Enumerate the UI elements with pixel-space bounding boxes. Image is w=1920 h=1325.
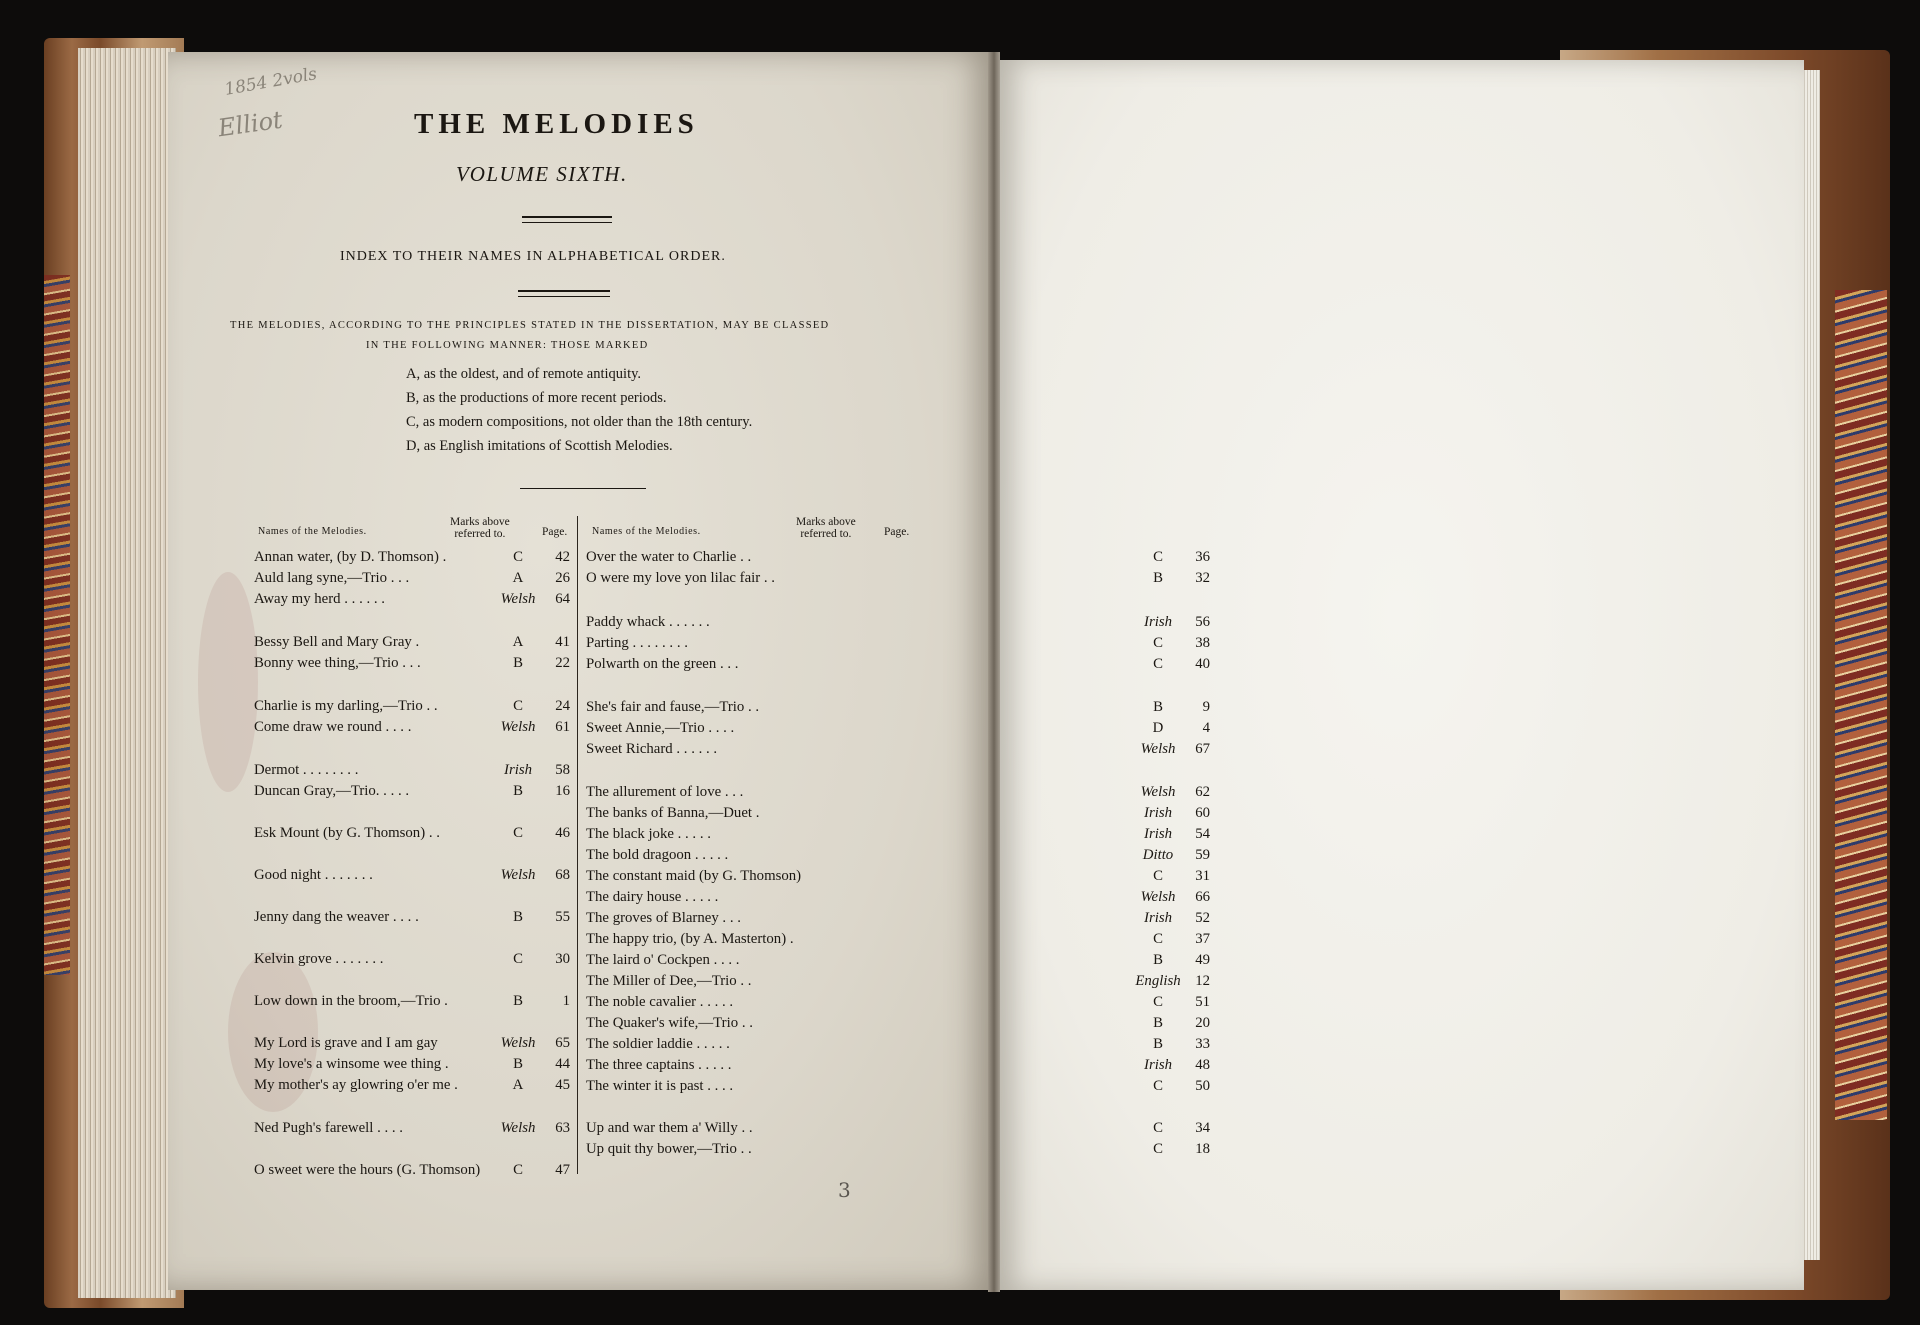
melody-name: Dermot . . . . . . . . bbox=[254, 762, 359, 778]
melody-page: 22 bbox=[555, 655, 570, 671]
melody-name: The banks of Banna,—Duet . bbox=[586, 805, 760, 821]
melody-page: 1 bbox=[562, 993, 570, 1009]
melody-name: The Quaker's wife,—Trio . . bbox=[586, 1015, 753, 1031]
melody-name: The dairy house . . . . . bbox=[586, 889, 719, 905]
melody-name: Duncan Gray,—Trio. . . . . bbox=[254, 783, 410, 799]
melody-name: Bessy Bell and Mary Gray . bbox=[254, 634, 420, 650]
melody-page: 48 bbox=[1195, 1057, 1210, 1073]
melody-name: The groves of Blarney . . . bbox=[586, 910, 741, 926]
pencil-note-1: 1854 2vols bbox=[222, 64, 319, 100]
melody-mark: C bbox=[513, 951, 523, 967]
melody-mark: English bbox=[1135, 973, 1181, 989]
melody-mark: C bbox=[513, 1162, 523, 1178]
melody-mark: B bbox=[513, 909, 523, 925]
melody-page: 59 bbox=[1195, 847, 1210, 863]
intro-line-1: THE MELODIES, ACCORDING TO THE PRINCIPLES STATED IN THE DISSERTATION, MAY BE CLASSED bbox=[230, 320, 830, 331]
marks-header-line2: referred to. bbox=[800, 528, 852, 540]
double-rule bbox=[518, 290, 610, 292]
melody-page: 46 bbox=[555, 825, 570, 841]
melody-mark: B bbox=[513, 783, 523, 799]
col-header-names-left: Names of the Melodies. bbox=[258, 526, 367, 537]
melody-page: 31 bbox=[1195, 868, 1210, 884]
melody-mark: B bbox=[1153, 1036, 1163, 1052]
double-rule bbox=[522, 222, 612, 223]
melody-mark: C bbox=[1153, 994, 1163, 1010]
melody-name: O sweet were the hours (G. Thomson) bbox=[254, 1162, 481, 1178]
melody-name: Polwarth on the green . . . bbox=[586, 656, 739, 672]
marks-header-line1: Marks above bbox=[796, 516, 856, 528]
index-page bbox=[168, 52, 1210, 1290]
pencil-note-2: Elliot bbox=[216, 105, 285, 143]
melody-mark: Welsh bbox=[1140, 741, 1176, 757]
melody-name: Sweet Richard . . . . . . bbox=[586, 741, 718, 757]
melody-name: Good night . . . . . . . bbox=[254, 867, 373, 883]
melody-name: Over the water to Charlie . . bbox=[586, 549, 752, 565]
melody-page: 67 bbox=[1195, 741, 1210, 757]
melody-name: The soldier laddie . . . . . bbox=[586, 1036, 730, 1052]
melody-mark: B bbox=[513, 655, 523, 671]
pencil-folio: 3 bbox=[838, 1178, 851, 1202]
melody-page: 65 bbox=[555, 1035, 570, 1051]
col-header-names-right: Names of the Melodies. bbox=[592, 526, 701, 537]
melody-page: 44 bbox=[555, 1056, 570, 1072]
marks-header-line1: Marks above bbox=[450, 516, 510, 528]
melody-mark: C bbox=[513, 825, 523, 841]
melody-mark: Irish bbox=[1144, 614, 1172, 630]
melody-mark: A bbox=[512, 570, 524, 586]
melody-name: The noble cavalier . . . . . bbox=[586, 994, 734, 1010]
col-header-marks-right bbox=[796, 516, 856, 540]
melody-page: 9 bbox=[1202, 699, 1210, 715]
melody-page: 51 bbox=[1195, 994, 1210, 1010]
melody-page: 64 bbox=[555, 591, 570, 607]
melody-page: 37 bbox=[1195, 931, 1210, 947]
melody-mark: B bbox=[1153, 952, 1163, 968]
index-heading: INDEX TO THEIR NAMES IN ALPHABETICAL ORDER. bbox=[340, 249, 726, 264]
melody-mark: B bbox=[1153, 570, 1163, 586]
melody-page: 16 bbox=[555, 783, 570, 799]
melody-page: 47 bbox=[555, 1162, 570, 1178]
melody-page: 50 bbox=[1195, 1078, 1210, 1094]
col-header-page-right: Page. bbox=[884, 526, 910, 538]
melody-mark: C bbox=[1153, 1141, 1163, 1157]
melody-mark: B bbox=[1153, 1015, 1163, 1031]
melody-page: 45 bbox=[555, 1077, 570, 1093]
melody-name: My love's a winsome wee thing . bbox=[254, 1056, 449, 1072]
melody-page: 66 bbox=[1195, 889, 1210, 905]
melody-mark: C bbox=[513, 698, 523, 714]
melody-page: 38 bbox=[1195, 635, 1210, 651]
melody-page: 24 bbox=[555, 698, 570, 714]
melody-name: The three captains . . . . . bbox=[586, 1057, 732, 1073]
intro-line-2: IN THE FOLLOWING MANNER: THOSE MARKED bbox=[366, 340, 649, 351]
melody-name: Jenny dang the weaver . . . . bbox=[254, 909, 419, 925]
melody-name: The allurement of love . . . bbox=[586, 784, 744, 800]
melody-name: The happy trio, (by A. Masterton) . bbox=[586, 931, 794, 947]
melody-name: She's fair and fause,—Trio . . bbox=[586, 699, 760, 715]
melody-mark: C bbox=[1153, 931, 1163, 947]
melody-name: My mother's ay glowring o'er me . bbox=[254, 1077, 458, 1093]
melody-mark: Irish bbox=[1144, 910, 1172, 926]
melody-page: 62 bbox=[1195, 784, 1210, 800]
melody-mark: Welsh bbox=[500, 1120, 536, 1136]
melody-page: 41 bbox=[555, 634, 570, 650]
melody-mark: Welsh bbox=[1140, 889, 1176, 905]
col-header-page-left: Page. bbox=[542, 526, 568, 538]
double-rule bbox=[518, 296, 610, 297]
melody-mark: Irish bbox=[504, 762, 532, 778]
melody-mark: Ditto bbox=[1142, 847, 1174, 863]
column-divider bbox=[577, 516, 578, 1174]
melody-name: Sweet Annie,—Trio . . . . bbox=[586, 720, 735, 736]
melody-mark: Welsh bbox=[500, 591, 536, 607]
melody-page: 58 bbox=[555, 762, 570, 778]
melody-page: 61 bbox=[555, 719, 570, 735]
mark-definition-d: D, as English imitations of Scottish Melodies. bbox=[406, 438, 673, 454]
melody-page: 63 bbox=[555, 1120, 570, 1136]
melody-name: Auld lang syne,—Trio . . . bbox=[254, 570, 410, 586]
melody-mark: C bbox=[1153, 868, 1163, 884]
melody-page: 55 bbox=[555, 909, 570, 925]
melody-name: O were my love yon lilac fair . . bbox=[586, 570, 776, 586]
melody-name: Come draw we round . . . . bbox=[254, 719, 412, 735]
melody-page: 42 bbox=[555, 549, 570, 565]
melody-name: Esk Mount (by G. Thomson) . . bbox=[254, 825, 440, 841]
melody-page: 30 bbox=[555, 951, 570, 967]
foxing-stain bbox=[198, 572, 258, 792]
melody-name: Charlie is my darling,—Trio . . bbox=[254, 698, 438, 714]
melody-name: Annan water, (by D. Thomson) . bbox=[254, 549, 447, 565]
melody-name: Kelvin grove . . . . . . . bbox=[254, 951, 384, 967]
melody-name: Bonny wee thing,—Trio . . . bbox=[254, 655, 421, 671]
melody-page: 18 bbox=[1195, 1141, 1210, 1157]
melody-name: The bold dragoon . . . . . bbox=[586, 847, 729, 863]
melody-page: 60 bbox=[1195, 805, 1210, 821]
melody-mark: A bbox=[512, 1077, 524, 1093]
melody-mark: D bbox=[1152, 720, 1164, 736]
melody-mark: Irish bbox=[1144, 1057, 1172, 1073]
melody-page: 68 bbox=[555, 867, 570, 883]
melody-page: 20 bbox=[1195, 1015, 1210, 1031]
melody-mark: B bbox=[513, 993, 523, 1009]
section-rule bbox=[520, 488, 646, 489]
melody-name: Ned Pugh's farewell . . . . bbox=[254, 1120, 403, 1136]
melody-page: 26 bbox=[555, 570, 570, 586]
marks-header-line2: referred to. bbox=[454, 528, 506, 540]
marbled-edge-left bbox=[44, 275, 70, 975]
melody-mark: C bbox=[513, 549, 523, 565]
melody-page: 4 bbox=[1202, 720, 1210, 736]
page-block-left bbox=[78, 48, 176, 1298]
melody-mark: Welsh bbox=[1140, 784, 1176, 800]
melody-name: The constant maid (by G. Thomson) bbox=[586, 868, 802, 884]
melody-name: The black joke . . . . . bbox=[586, 826, 711, 842]
melody-mark: Welsh bbox=[500, 1035, 536, 1051]
melody-page: 52 bbox=[1195, 910, 1210, 926]
melody-mark: B bbox=[1153, 699, 1163, 715]
mark-definition-c: C, as modern compositions, not older than the 18th century. bbox=[406, 414, 753, 430]
melody-name: Up and war them a' Willy . . bbox=[586, 1120, 753, 1136]
marbled-edge-right bbox=[1835, 290, 1887, 1120]
double-rule bbox=[522, 216, 612, 218]
melody-mark: B bbox=[513, 1056, 523, 1072]
melody-mark: A bbox=[512, 634, 524, 650]
melody-name: Low down in the broom,—Trio . bbox=[254, 993, 448, 1009]
melody-page: 56 bbox=[1195, 614, 1210, 630]
melody-page: 12 bbox=[1195, 973, 1210, 989]
melody-mark: Welsh bbox=[500, 867, 536, 883]
mark-definition-b: B, as the productions of more recent periods. bbox=[406, 390, 667, 406]
melody-page: 40 bbox=[1195, 656, 1210, 672]
melody-page: 54 bbox=[1195, 826, 1210, 842]
melody-name: Up quit thy bower,—Trio . . bbox=[586, 1141, 752, 1157]
melody-page: 33 bbox=[1195, 1036, 1210, 1052]
melody-mark: Irish bbox=[1144, 805, 1172, 821]
melody-name: Parting . . . . . . . . bbox=[586, 635, 688, 651]
melody-page: 34 bbox=[1195, 1120, 1210, 1136]
page-title: THE MELODIES bbox=[414, 108, 699, 140]
melody-mark: C bbox=[1153, 635, 1163, 651]
melody-mark: Welsh bbox=[500, 719, 536, 735]
melody-name: Paddy whack . . . . . . bbox=[586, 614, 710, 630]
melody-name: Away my herd . . . . . . bbox=[254, 591, 385, 607]
melody-mark: C bbox=[1153, 1120, 1163, 1136]
blank-right-page bbox=[996, 60, 1804, 1290]
mark-definition-a: A, as the oldest, and of remote antiquity. bbox=[406, 366, 642, 382]
melody-name: The Miller of Dee,—Trio . . bbox=[586, 973, 752, 989]
volume-subtitle: VOLUME SIXTH. bbox=[456, 162, 628, 186]
melody-page: 32 bbox=[1195, 570, 1210, 586]
melody-mark: C bbox=[1153, 656, 1163, 672]
melody-name: My Lord is grave and I am gay bbox=[254, 1035, 438, 1051]
melody-page: 36 bbox=[1195, 549, 1210, 565]
melody-page: 49 bbox=[1195, 952, 1210, 968]
melody-mark: C bbox=[1153, 1078, 1163, 1094]
melody-mark: C bbox=[1153, 549, 1163, 565]
melody-name: The laird o' Cockpen . . . . bbox=[586, 952, 740, 968]
col-header-marks-left bbox=[450, 516, 510, 540]
melody-name: The winter it is past . . . . bbox=[586, 1078, 734, 1094]
book-gutter bbox=[988, 52, 1000, 1292]
melody-mark: Irish bbox=[1144, 826, 1172, 842]
